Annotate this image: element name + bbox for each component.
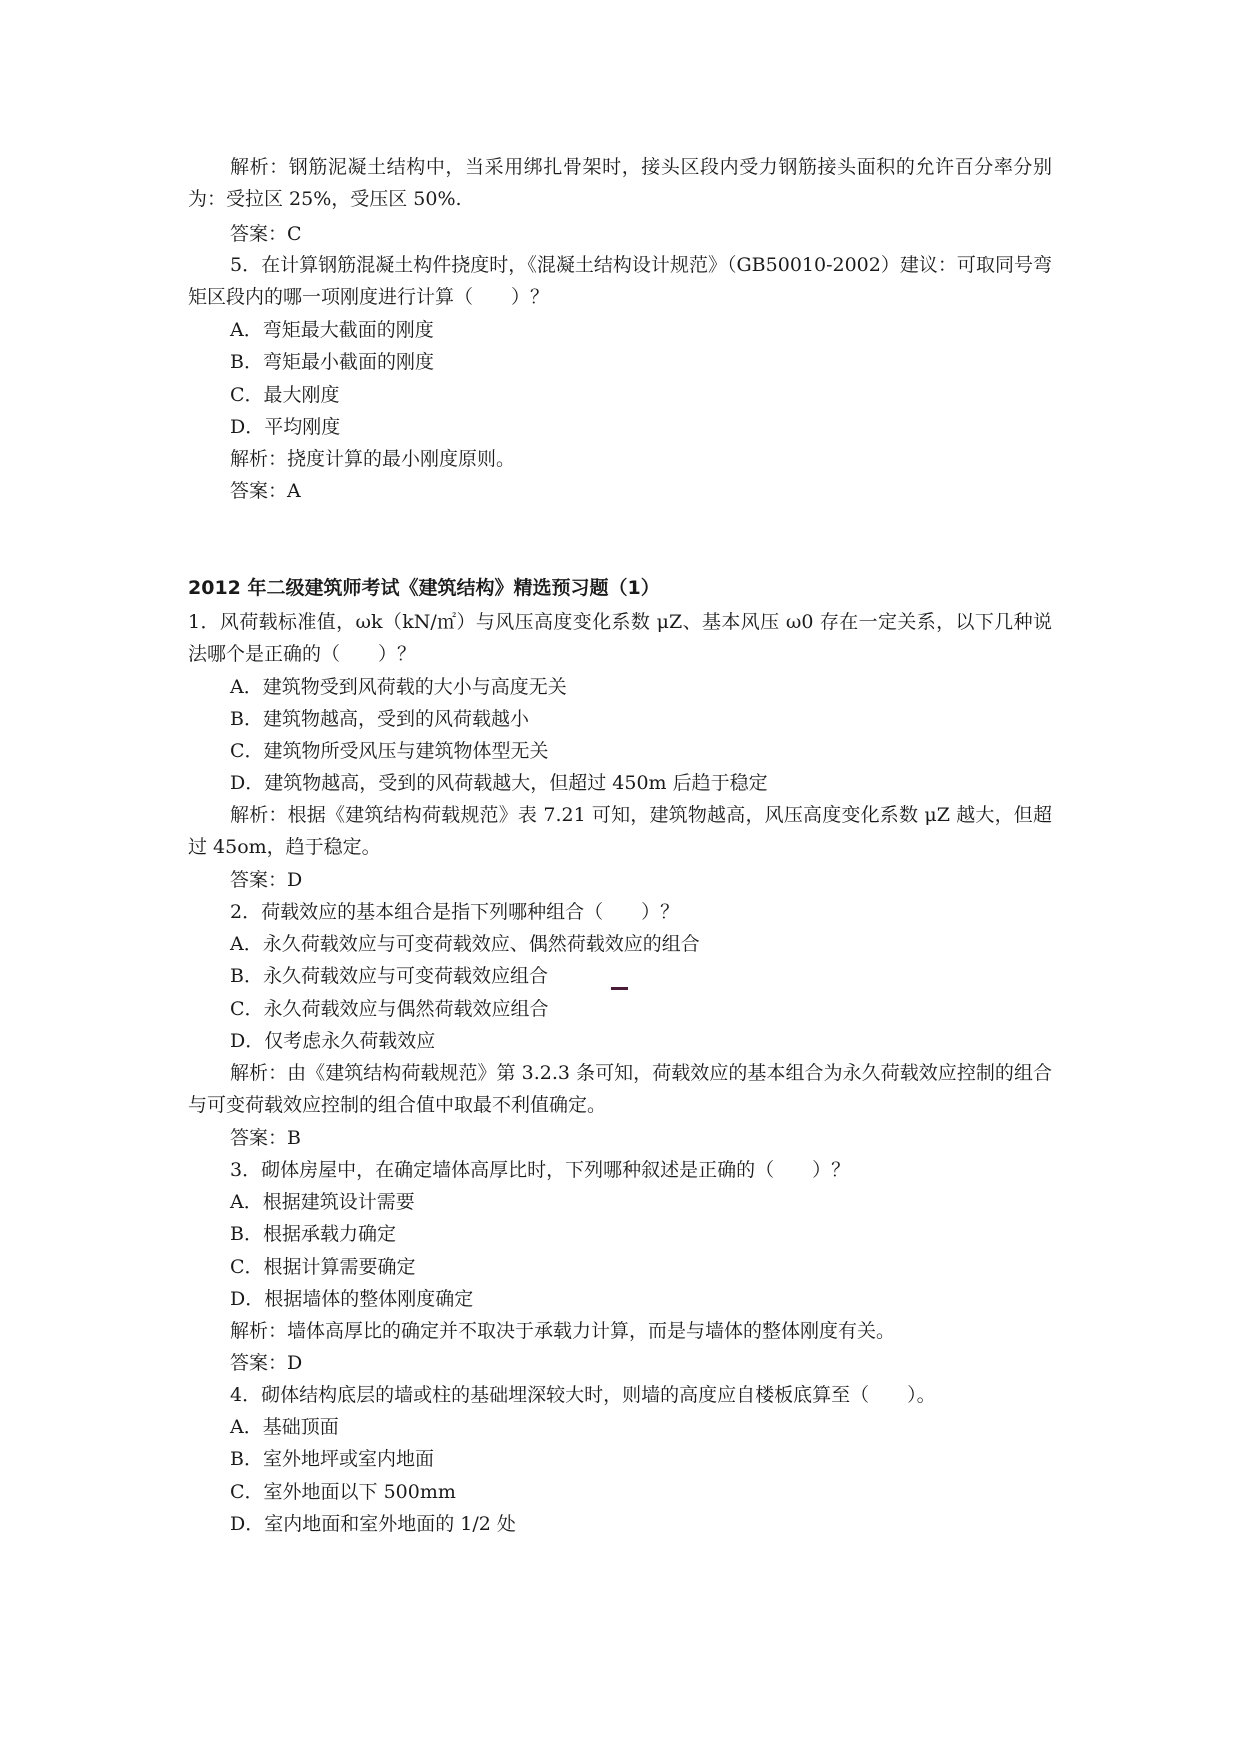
stray-mark [611,987,628,990]
question-1: 1．风荷载标准值，ωk（kN/㎡）与风压高度变化系数 μZ、基本风压 ω0 存在一定关系，以下几种说法哪个是正确的（ ）？ [188,611,1052,665]
q1-analysis: 解析：根据《建筑结构荷载规范》表 7.21 可知，建筑物越高，风压高度变化系数 μZ 越大，但超过 45om，趋于稳定。 [188,804,1052,858]
answer-4: 答案：C [230,223,302,245]
question-2: 2．荷载效应的基本组合是指下列哪种组合（ ）？ [230,901,680,923]
q1-answer: 答案：D [230,869,303,891]
q2-analysis: 解析：由《建筑结构荷载规范》第 3.2.3 条可知，荷载效应的基本组合为永久荷载效应控制的组合与可变荷载效应控制的组合值中取最不利值确定。 [188,1062,1052,1116]
q2-option-b: B．永久荷载效应与可变荷载效应组合 [230,965,548,987]
q4-option-b: B．室外地坪或室内地面 [230,1448,434,1470]
q1-option-d: D．建筑物越高，受到的风荷载越大，但超过 450m 后趋于稳定 [230,772,768,794]
q2-answer: 答案：B [230,1127,301,1149]
q3-option-a: A．根据建筑设计需要 [230,1191,415,1213]
q3-analysis: 解析：墙体高厚比的确定并不取决于承载力计算，而是与墙体的整体刚度有关。 [230,1320,896,1342]
q4-option-d: D．室内地面和室外地面的 1/2 处 [230,1513,516,1535]
section-title: 2012 年二级建筑师考试《建筑结构》精选预习题（1） [188,577,660,599]
q3-option-c: C．根据计算需要确定 [230,1256,416,1278]
question-4: 4．砌体结构底层的墙或柱的基础埋深较大时，则墙的高度应自楼板底算至（ ）。 [230,1384,936,1406]
q5-analysis: 解析：挠度计算的最小刚度原则。 [230,448,516,470]
q5-option-b: B．弯矩最小截面的刚度 [230,351,434,373]
q2-option-c: C．永久荷载效应与偶然荷载效应组合 [230,998,549,1020]
q3-option-d: D．根据墙体的整体刚度确定 [230,1288,474,1310]
q2-option-d: D．仅考虑永久荷载效应 [230,1030,436,1052]
q5-answer: 答案：A [230,480,301,502]
q3-answer: 答案：D [230,1352,303,1374]
q1-option-b: B．建筑物越高，受到的风荷载越小 [230,708,529,730]
q4-option-c: C．室外地面以下 500mm [230,1481,456,1503]
question-5: 5．在计算钢筋混凝土构件挠度时，《混凝土结构设计规范》（GB50010-2002）建议：可取同号弯矩区段内的哪一项刚度进行计算（ ）？ [188,254,1052,308]
q5-option-d: D．平均刚度 [230,416,341,438]
q1-option-a: A．建筑物受到风荷载的大小与高度无关 [230,676,567,698]
q1-option-c: C．建筑物所受风压与建筑物体型无关 [230,740,549,762]
q5-option-c: C．最大刚度 [230,384,340,406]
q5-option-a: A．弯矩最大截面的刚度 [230,319,434,341]
q4-option-a: A．基础顶面 [230,1416,339,1438]
question-3: 3．砌体房屋中，在确定墙体高厚比时，下列哪种叙述是正确的（ ）？ [230,1159,851,1181]
q3-option-b: B．根据承载力确定 [230,1223,396,1245]
q2-option-a: A．永久荷载效应与可变荷载效应、偶然荷载效应的组合 [230,933,700,955]
analysis-4: 解析：钢筋泥凝土结构中，当采用绑扎骨架时，接头区段内受力钢筋接头面积的允许百分率分别为：受拉区 25%，受压区 50%. [188,156,1052,210]
